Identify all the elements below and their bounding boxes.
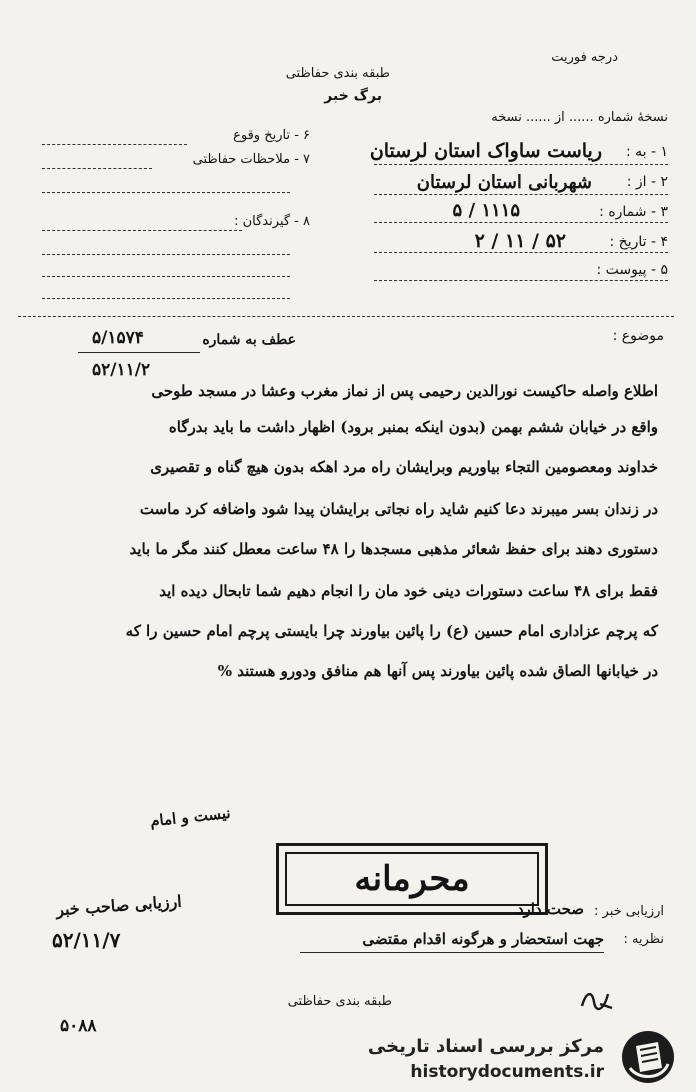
opinion-underline [300, 952, 604, 953]
field-from-value: شهربانی استان لرستان [416, 172, 592, 193]
confidential-stamp [276, 843, 548, 915]
evaluation-label: ارزیابی خبر : [594, 904, 664, 919]
reference-number: ۵/۱۵۷۴ [92, 328, 144, 348]
field-number-label: ۳ - شماره : [599, 204, 668, 220]
evaluation-value: صحت دارد [516, 900, 584, 918]
rule-event-date [42, 144, 187, 145]
field-date-value: ۵۲ / ۱۱ / ۲ [474, 230, 566, 252]
subject-label: موضوع : [612, 328, 664, 344]
form-title: برگ خبر [324, 88, 382, 104]
rule-notes-2 [42, 192, 290, 193]
rule-to [374, 164, 668, 165]
handwritten-note-mid: ارزیابی صاحب خبر [55, 891, 183, 920]
classification-footer: طبقه بندی حفاظتی [287, 994, 392, 1009]
body-line-6: فقط برای ۴۸ ساعت دستورات دینی خود مان را انجام دهیم شما تابحال دیده اید [159, 582, 658, 600]
section-divider [18, 316, 674, 317]
field-date-label: ۴ - تاریخ : [609, 234, 668, 250]
rule-recipients-1 [42, 230, 242, 231]
body-line-2: واقع در خیابان ششم بهمن (بدون اینکه بمنبر برود) اظهار داشت ما باید بدرگاه [168, 418, 658, 436]
handwritten-note-top: نیست و امام [149, 803, 232, 831]
field-security-notes: ۷ - ملاحظات حفاظتی [192, 152, 310, 167]
field-to-value: ریاست ساواک استان لرستان [369, 140, 602, 162]
stamp-text: محرمانه [285, 852, 539, 906]
rule-notes-1 [42, 168, 152, 169]
field-event-date: ۶ - تاریخ وقوع [233, 128, 310, 143]
body-line-3: خداوند ومعصومین التجاء بیاوریم وبرایشان راه مرد اهکه بدون هیچ گناه و تقصیری [150, 458, 658, 476]
rule-from [374, 194, 668, 195]
body-line-8: در خیابانها الصاق شده پائین بیاورند پس آنها هم منافق ودورو هستند % [217, 662, 658, 680]
body-line-4: در زندان بسر میبرند دعا کنیم شاید راه نجاتی برایشان پیدا شود واضافه کرد ماست [139, 500, 658, 518]
rule-attachment [374, 280, 668, 281]
rule-recipients-3 [42, 276, 290, 277]
rule-recipients-2 [42, 254, 290, 255]
urgency-label: درجه فوریت [551, 50, 618, 65]
signature [578, 984, 618, 1019]
reference-underline [78, 352, 200, 353]
signature-mark [578, 984, 618, 1014]
watermark-title: مرکز بررسی اسناد تاریخی [367, 1036, 604, 1057]
body-line-1: اطلاع واصله حاکیست نورالدین رحیمی پس از نماز مغرب وعشا در مسجد طوحی [151, 382, 658, 400]
field-recipients: ۸ - گیرندگان : [234, 214, 310, 229]
page-mark: ۵۰۸۸ [60, 1016, 97, 1036]
rule-date [374, 252, 668, 253]
field-attachment-label: ۵ - پیوست : [596, 262, 668, 278]
body-line-5: دستوری دهند برای حفظ شعائر مذهبی مسجدها را ۴۸ ساعت معطل کنند مگر ما باید [129, 540, 658, 558]
copy-line: نسخهٔ شماره ...... از ...... نسخه [491, 110, 668, 125]
body-line-7: که پرچم عزاداری امام حسین (ع) را پائین بیاورند چرا بایستی پرچم امام حسین را که [125, 622, 658, 640]
opinion-label: نظریه : [623, 932, 664, 947]
rule-number [374, 222, 668, 223]
opinion-value: جهت استحضار و هرگونه اقدام مقتضی [362, 930, 604, 948]
archive-logo-icon [618, 1028, 678, 1086]
watermark-url: historydocuments.ir [410, 1062, 604, 1082]
handwritten-date: ۵۲/۱۱/۷ [52, 928, 121, 952]
rule-recipients-4 [42, 298, 290, 299]
classification-header: طبقه بندی حفاظتی [285, 66, 390, 81]
field-number-value: ۱۱۱۵ / ۵ [452, 200, 520, 221]
reference-date: ۵۲/۱۱/۲ [92, 360, 151, 380]
field-from-label: ۲ - از : [626, 174, 668, 190]
reference-label: عطف به شماره [202, 332, 296, 348]
field-to-label: ۱ - به : [625, 144, 668, 160]
